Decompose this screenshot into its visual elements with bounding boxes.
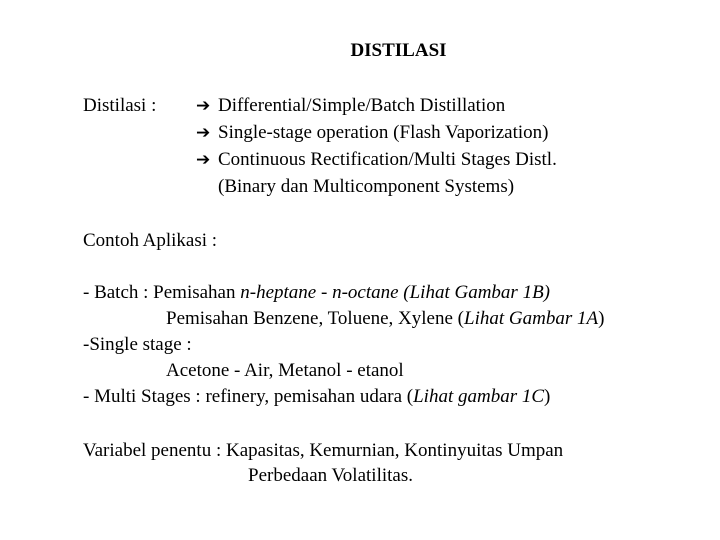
batch-line2-text: Pemisahan Benzene, Toluene, Xylene ( (166, 308, 464, 329)
multi-stages-text: - Multi Stages : refinery, pemisahan udara ( (83, 386, 414, 407)
method-item-2 (196, 122, 549, 145)
batch-dash: - (316, 282, 333, 303)
batch-italic-heptane: n-heptane (240, 282, 317, 303)
batch-prefix: - Batch : Pemisahan (83, 282, 241, 303)
arrow-right-icon: ➔ (196, 96, 211, 116)
multi-stages-italic: Lihat gambar 1C (413, 386, 545, 407)
batch-line-1 (83, 282, 550, 305)
arrow-right-icon: ➔ (196, 123, 211, 143)
batch-line2-close: ) (598, 308, 605, 329)
method-item-1 (196, 95, 505, 118)
contoh-heading: Contoh Aplikasi : (83, 230, 218, 251)
variabel-line-1: Variabel penentu : Kapasitas, Kemurnian, Kontinyuitas Umpan (83, 440, 564, 461)
method-label: Single-stage operation (Flash Vaporization) (218, 122, 549, 143)
single-stage-label: -Single stage : (83, 334, 192, 355)
batch-line2-italic: Lihat Gambar 1A (464, 308, 599, 329)
single-stage-examples: Acetone - Air, Metanol - etanol (166, 360, 404, 381)
distilasi-label: Distilasi : (83, 95, 157, 116)
variabel-line-2: Perbedaan Volatilitas. (248, 465, 413, 486)
arrow-right-icon: ➔ (196, 150, 211, 170)
batch-line-2 (166, 308, 604, 331)
slide-title: DISTILASI (350, 40, 447, 61)
batch-italic-octane: n-octane (Lihat Gambar 1B) (332, 282, 551, 303)
multi-stages-line (83, 386, 550, 409)
method-item-3 (196, 149, 557, 172)
multi-stages-close: ) (544, 386, 551, 407)
methods-note: (Binary dan Multicomponent Systems) (218, 176, 515, 197)
method-label: Continuous Rectification/Multi Stages Distl. (218, 149, 557, 170)
method-label: Differential/Simple/Batch Distillation (218, 95, 506, 116)
